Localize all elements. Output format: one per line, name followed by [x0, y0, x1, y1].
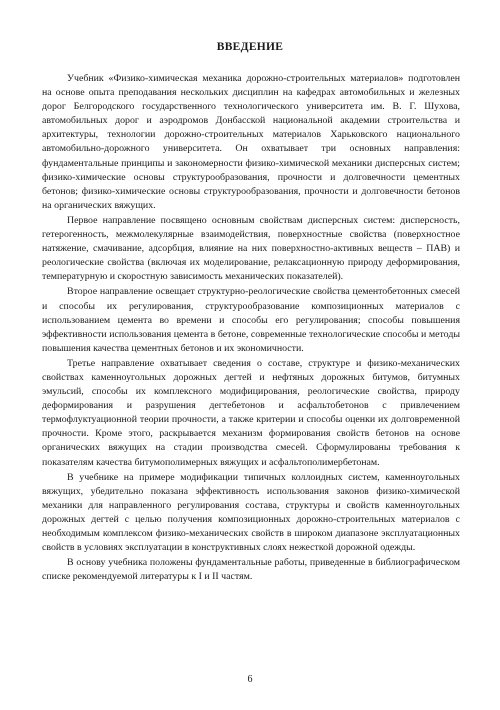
paragraph-first-direction: Первое направление посвящено основным свойствам дисперсных систем: дисперсность, гетерогенность, межмолекулярные взаимодействия, поверхностные свойства (поверхностное натяжение, смачивание, адсорбция, влияние на них поверхностно-активных веществ – ПАВ) и реологические свойства (включая их моделирование, релаксационную природу деформирования, температурную и скоростную зависимость механических показателей). — [42, 214, 460, 283]
body-text — [42, 72, 460, 584]
paragraph-bibliography: В основу учебника положены фундаментальные работы, приведенные в библиографическом списке рекомендуемой литературы к I и II частям. — [42, 557, 460, 583]
paragraph-intro: Учебник «Физико-химическая механика дорожно-строительных материалов» подготовлен на основе опыта преподавания нескольких дисциплин на кафедрах автомобильных и железных дорог Белгородского государственного технологического университета им. В. Г. Шухова, автомобильных дорог и аэродромов Донбасской национальной академии строительства и архитектуры, технологии дорожно-строительных материалов Харьковского национального автомобильно-дорожного университета. Он охватывает три основных направления: фундаментальные принципы и закономерности физико-химической механики дисперсных систем; физико-химические основы структурообразования, прочности и долговечности цементных бетонов; физико-химические основы структурообразования, прочности и долговечности бетонов на органических вяжущих. — [42, 73, 460, 211]
paragraph-second-direction: Второе направление освещает структурно-реологические свойства цементобетонных смесей и способы их регулирования, структурообразование композиционных материалов с использованием цемента во времени и способы его регулирования; способы повышения эффективности использования цемента в бетоне, современные технологические способы и методы повышения качества цементных бетонов и их экономичности. — [42, 286, 460, 354]
paragraph-third-direction: Третье направление охватывает сведения о составе, структуре и физико-механических свойствах каменноугольных дорожных дегтей и нефтяных дорожных битумов, битумных эмульсий, способы их комплексного модифицирования, реологические свойства, природу деформирования и разрушения дегтебетонов и асфальтобетонов с привлечением термофлуктуационной теории прочности, а также критерии и способы оценки их долговременной прочности. Кроме этого, раскрывается механизм формирования свойств бетонов на основе органических вяжущих на стадии производства смесей. Сформулированы требования к показателям качества битумополимерных вяжущих и асфальтополимербетонам. — [42, 357, 460, 468]
paragraph-modification-example: В учебнике на примере модификации типичных коллоидных систем, каменноугольных вяжущих, убедительно показана эффективность использования законов физико-химической механики для направленного регулирования состава, структуры и свойств каменноугольных дорожных дегтей с целью получения композиционных дорожно-строительных материалов с необходимым комплексом физико-механических свойств в широком диапазоне эксплуатационных свойств в условиях эксплуатации в конструктивных слоях нежесткой дорожной одежды. — [42, 471, 460, 554]
section-heading: ВВЕДЕНИЕ — [216, 41, 284, 53]
page-number: 6 — [247, 674, 253, 685]
